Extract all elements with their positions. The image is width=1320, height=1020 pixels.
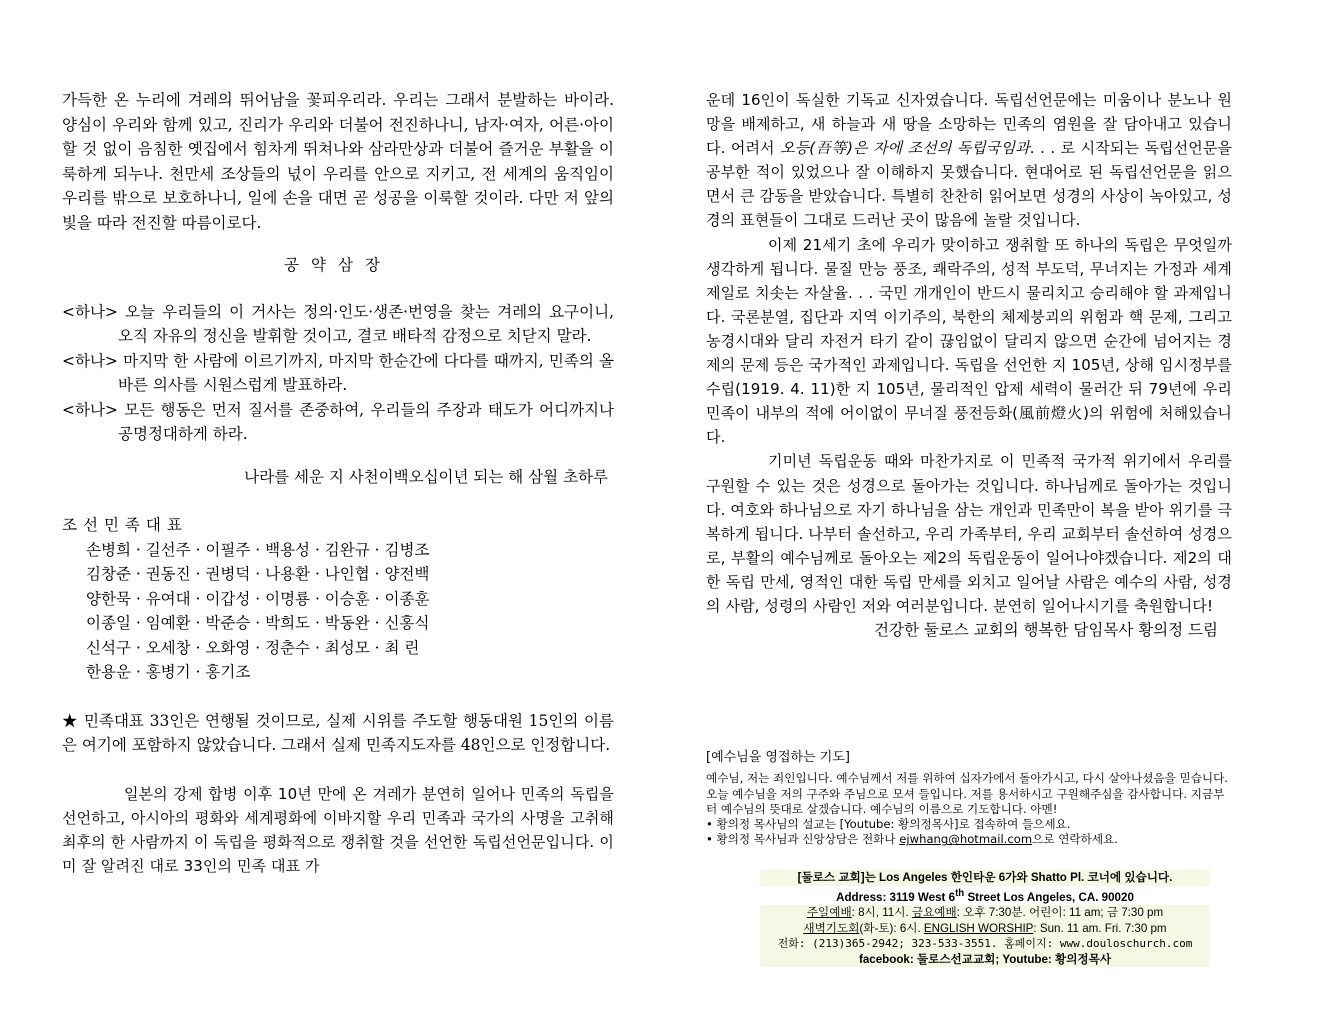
names-row: 한용운 · 홍병기 · 홍기조 (86, 663, 251, 681)
paragraph-text: 운데 16인이 독실한 기독교 신자였습니다. 독립선언문에는 미움이나 분노나 원망을 배제하고, 새 하늘과 새 땅을 소망하는 민족의 염원을 잘 담아내고 있습니다. 어려서 (706, 91, 1232, 158)
friday-service-label: 금요예배 (911, 906, 957, 920)
pledge-item: <하나> 오늘 우리들의 이 거사는 정의·인도·생존·번영을 찾는 겨레의 요구이니, 오직 자유의 정신을 발휘할 것이고, 결코 배타적 감정으로 치닫지 말라. (62, 302, 614, 345)
social-line: facebook: 둘로스선교교회; Youtube: 황의정목사 (760, 952, 1210, 968)
prayer-title: [예수님을 영접하는 기도] (706, 750, 850, 765)
declaration-quote: 오등(吾等)은 자에 조선의 독립국임과 (780, 139, 1030, 158)
church-location: [둘로스 교회]는 Los Angeles 한인타운 6가와 Shatto Pl. 코너에 있습니다. (760, 870, 1210, 886)
sunday-service-label: 주일예배 (806, 906, 852, 920)
signature: 건강한 둘로스 교회의 행복한 담임목사 황의정 드림 (874, 621, 1218, 640)
english-worship-text: : Sun. 11 am. Fri. 7:30 pm (1033, 921, 1167, 935)
representatives-title: 조선민족대표 (62, 516, 188, 534)
counsel-text: • 황의정 목사님과 신앙상담은 전화나 (706, 832, 900, 847)
service-times (760, 905, 1210, 921)
names-row: 양한묵 · 유여대 · 이갑성 · 이명룡 · 이승훈 · 이종훈 (86, 589, 430, 608)
declaration-date: 나라를 세운 지 사천이백오십이년 되는 해 삼월 초하루 (244, 467, 608, 486)
sunday-service-text: : 8시, 11시. (851, 906, 912, 920)
dawn-english-times (760, 921, 1210, 937)
address-text: Address: 3119 West 6 (836, 890, 956, 904)
star-note: ★ 민족대표 33인은 연행될 것이므로, 실제 시위를 주도할 행동대원 15인의 이름은 여기에 포함하지 않았습니다. 그래서 실제 민족지도자를 48인으로 인정합니다. (62, 711, 614, 754)
prayer-section (706, 750, 1230, 848)
email-link[interactable]: ejwhang@hotmail.com (899, 832, 1033, 847)
names-row: 손병희 · 길선주 · 이필주 · 백용성 · 김완규 · 김병조 (86, 540, 430, 559)
address-sup: th (955, 887, 965, 899)
pledge-title: 공약삼장 (284, 256, 392, 274)
prayer-body: 예수님, 저는 죄인입니다. 예수님께서 저를 위하여 십자가에서 돌아가시고, 다시 살아나셨음을 믿습니다. 오늘 예수님을 저의 구주와 주님으로 모셔 들입니다. 저를 용서하시고 구원해주심을 감사합니다. 지금부터 예수님의 뜻대로 살겠습니다. 예수님의 이름으로 기도합니다. 아멘! (706, 771, 1228, 816)
dawn-prayer-label: 새벽기도회 (803, 921, 860, 935)
sermon-paragraph: 이제 21세기 초에 우리가 맞이하고 쟁취할 또 하나의 독립은 무엇일까 생각하게 됩니다. 물질 만능 풍조, 쾌락주의, 성적 부도덕, 무너지는 가정과 세계 제일로 치솟는 자살율. . . 국민 개개인이 반드시 물리치고 승리해야 할 과제입니다. 국론분열, 집단과 지역 이기주의, 북한의 체제붕괴의 위험과 핵 문제, 그리고 농경시대와 달리 자전거 타기 같이 끊임없이 달리지 않으면 순간에 넘어지는 경제의 문제 등은 국가적인 과제입니다. 독립을 선언한 지 105년, 상해 임시정부를 수립(1919. 4. 11)한 지 105년, 물리적인 압제 세력이 물러간 뒤 79년에 우리 민족이 내부의 적에 어이없이 무너질 풍전등화(風前燈火)의 위험에 처해있습니다. (706, 235, 1232, 447)
dawn-prayer-text: (화-토): 6시. (859, 921, 924, 935)
church-info (760, 870, 1210, 967)
paragraph-text: . . . 로 시작되는 독립선언문을 공부한 적이 있었으나 잘 이해하지 못했습니다. 현대어로 된 독립선언문을 읽으면서 큰 감동을 받았습니다. 특별히 찬찬히 읽어보면 성경의 사상이 녹아있고, 성경의 표현들이 그대로 드러난 곳이 많음에 놀랄 것입니다. (706, 139, 1233, 230)
sermon-bullet: • 황의정 목사님의 설교는 [Youtube: 황의정목사]로 접속하여 들으세요. (706, 817, 1071, 832)
sermon-paragraph (706, 88, 1232, 233)
counsel-text: 으로 연락하세요. (1032, 832, 1118, 847)
address-text: Street Los Angeles, CA. 90020 (964, 890, 1134, 904)
church-address (760, 886, 1210, 905)
english-worship-label: ENGLISH WORSHIP (923, 921, 1034, 935)
names-row: 이종일 · 임예환 · 박준승 · 박희도 · 박동완 · 신홍식 (86, 614, 430, 632)
left-column (62, 88, 614, 878)
right-column (706, 88, 1232, 643)
pledge-item: <하나> 마지막 한 사람에 이르기까지, 마지막 한순간에 다다를 때까지, 민족의 올바른 의사를 시원스럽게 발표하라. (62, 351, 614, 394)
sermon-paragraph: 기미년 독립운동 때와 마찬가지로 이 민족적 국가적 위기에서 우리를 구원할 수 있는 것은 성경으로 돌아가는 것입니다. 하나님께로 돌아가는 것입니다. 여호와 하나님으로 자기 하나님을 삼는 개인과 민족만이 복을 받아 위기를 극복하게 됩니다. 나부터 솔선하고, 우리 가족부터, 우리 교회부터 솔선하여 성경으로, 부활의 예수님께로 돌아오는 제2의 독립운동이 일어나야겠습니다. 제2의 대한 독립 만세, 영적인 대한 독립 만세를 외치고 일어날 사람은 예수의 사람, 성경의 사람, 성령의 사람인 저와 여러분입니다. 분연히 일어나시기를 축원합니다! (706, 452, 1232, 615)
pledge-item: <하나> 모든 행동은 먼저 질서를 존중하여, 우리들의 주장과 태도가 어디까지나 공명정대하게 하라. (62, 400, 614, 443)
sermon-paragraph: 일본의 강제 합병 이후 10년 만에 온 겨레가 분연히 일어나 민족의 독립을 선언하고, 아시아의 평화와 세계평화에 이바지할 우리 민족과 국가의 사명을 고취해 최후의 한 사람까지 이 독립을 평화적으로 쟁취할 것을 선언한 독립선언문입니다. 이미 잘 알려진 대로 33인의 민족 대표 가 (62, 784, 614, 875)
representatives-list (62, 538, 614, 685)
friday-service-text: : 오후 7:30분. 어린이: 11 am; 금 7:30 pm (956, 906, 1164, 920)
counsel-bullet (706, 832, 1230, 847)
names-row: 김창준 · 권동진 · 권병덕 · 나용환 · 나인협 · 양전백 (86, 565, 430, 583)
contact-line: 전화: (213)365-2942; 323-533-3551. 홈페이지: www.douloschurch.com (760, 936, 1210, 952)
declaration-ending: 가득한 온 누리에 겨레의 뛰어남을 꽃피우리라. 우리는 그래서 분발하는 바이라. 양심이 우리와 함께 있고, 진리가 우리와 더불어 전진하나니, 남자·여자, 어른·아이 할 것 없이 음침한 옛집에서 힘차게 뛰쳐나와 삼라만상과 더불어 즐거운 부활을 이룩하게 되누나. 천만세 조상들의 넋이 우리를 안으로 지키고, 전 세계의 움직임이 우리를 밖으로 보호하나니, 일에 손을 대면 곧 성공을 이룩할 것이라. 다만 저 앞의 빛을 따라 전진할 따름이로다. (62, 91, 614, 232)
names-row: 신석구 · 오세창 · 오화영 · 정춘수 · 최성모 · 최 린 (86, 638, 420, 657)
